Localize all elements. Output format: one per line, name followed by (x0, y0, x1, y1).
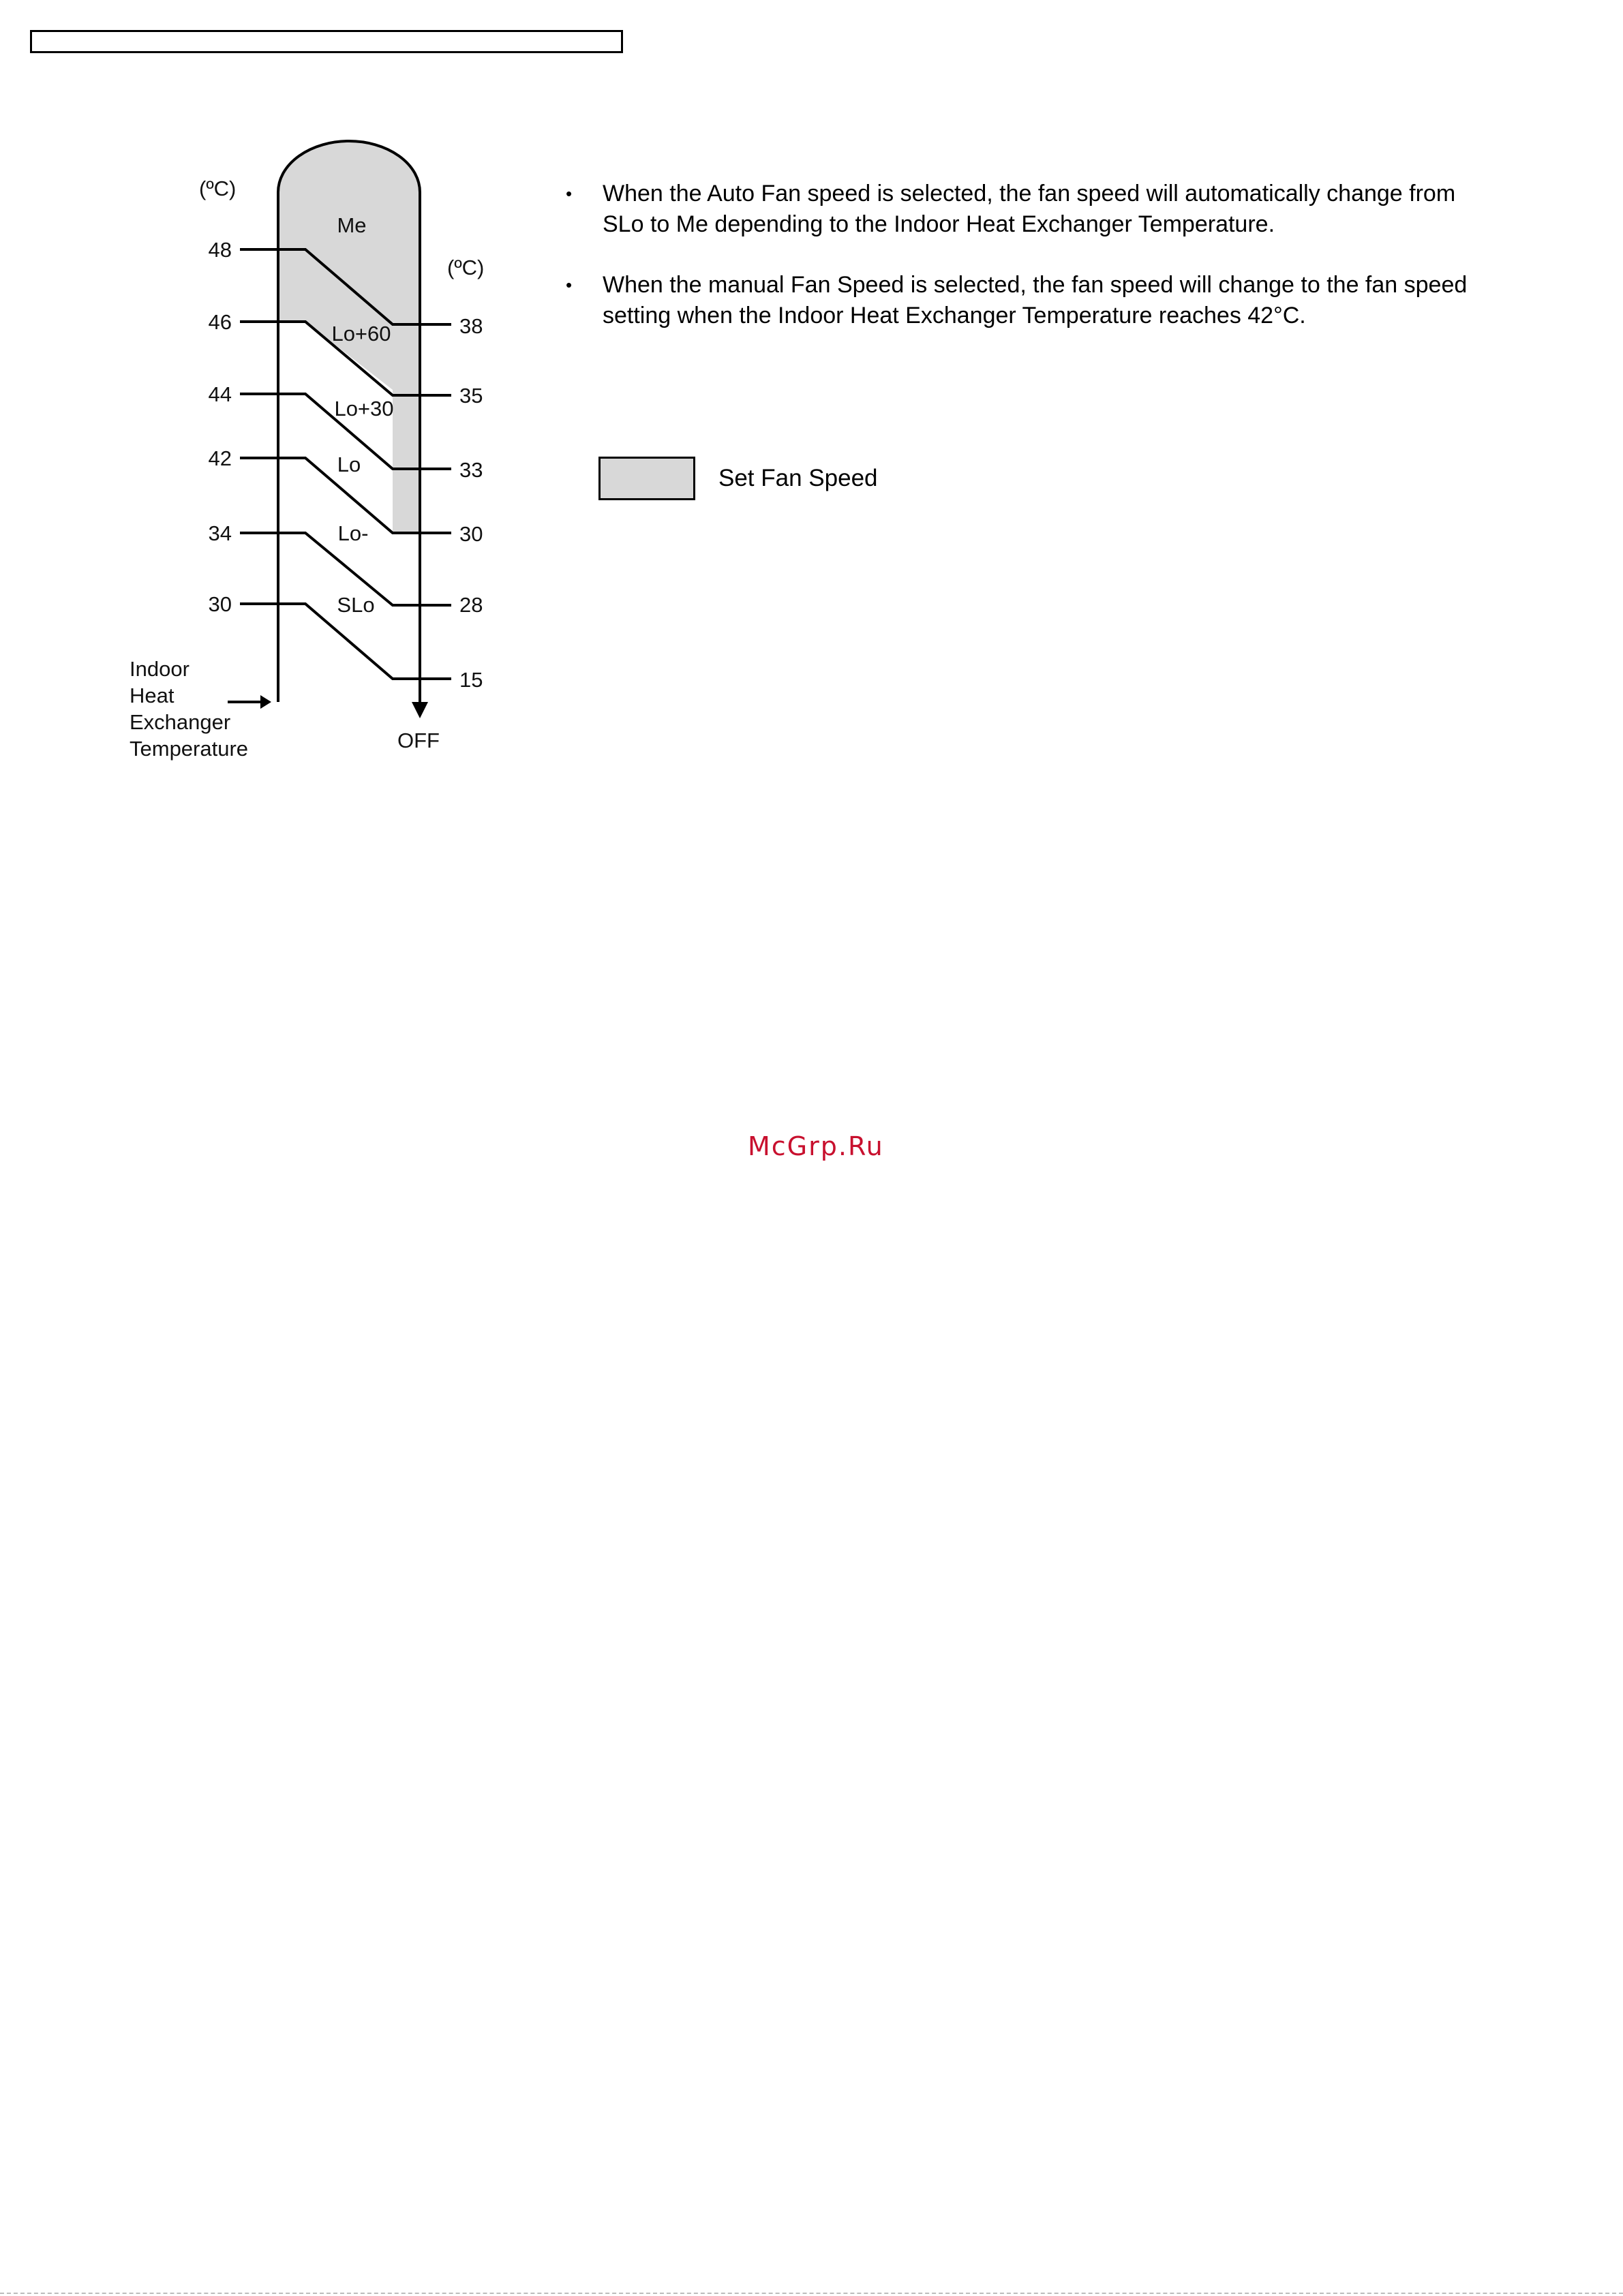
right-tick-label: 28 (459, 593, 483, 617)
note-item (566, 179, 1472, 240)
legend-swatch (598, 457, 695, 500)
right-axis-arrowhead (412, 702, 428, 718)
zone-label-slo: SLo (337, 593, 375, 617)
zone-label-lo30: Lo+30 (334, 397, 394, 420)
right-tick-label: 15 (459, 668, 483, 692)
zone-label-lo-minus: Lo- (337, 521, 369, 545)
left-tick-label: 34 (208, 521, 232, 545)
axis-caption-line-4: Temperature (130, 737, 249, 761)
fan-speed-diagram (0, 0, 1623, 777)
bullet: • (566, 275, 573, 295)
axis-caption-line-2: Heat (130, 684, 175, 707)
note-item (566, 270, 1472, 331)
left-tick-label: 44 (208, 382, 232, 406)
note-text: When the Auto Fan speed is selected, the fan speed will automatically change from SLo to Me depending to the Indoor Heat Exchanger Temperature. (603, 181, 1456, 237)
left-tick-label: 30 (208, 592, 232, 616)
left-tick-label: 42 (208, 446, 232, 470)
note-text: When the manual Fan Speed is selected, the fan speed will change to the fan speed setting when the Indoor Heat Exchanger Temperature reaches 42°C. (603, 272, 1468, 328)
watermark: McGrp.Ru (748, 1131, 884, 1161)
zone-label-lo60: Lo+60 (331, 322, 391, 346)
right-tick-label: 38 (459, 314, 483, 338)
right-tick-label: 35 (459, 384, 483, 408)
right-tick-label: 30 (459, 522, 483, 546)
zone-label-me: Me (337, 213, 367, 237)
legend (598, 457, 878, 500)
left-tick-label: 48 (208, 238, 232, 262)
caption-arrow-head (260, 695, 271, 709)
footer-rule (0, 2293, 1623, 2294)
left-unit-label: (ºC) (199, 177, 237, 200)
legend-label: Set Fan Speed (718, 465, 878, 491)
right-unit-label: (ºC) (447, 256, 485, 279)
bullet: • (566, 183, 573, 204)
off-label: OFF (397, 729, 440, 752)
axis-caption-line-3: Exchanger (130, 710, 231, 734)
axis-caption-line-1: Indoor (130, 657, 189, 681)
right-tick-label: 33 (459, 458, 483, 482)
zone-label-lo: Lo (337, 453, 361, 476)
left-tick-label: 46 (208, 310, 232, 334)
notes-list (566, 179, 1472, 361)
